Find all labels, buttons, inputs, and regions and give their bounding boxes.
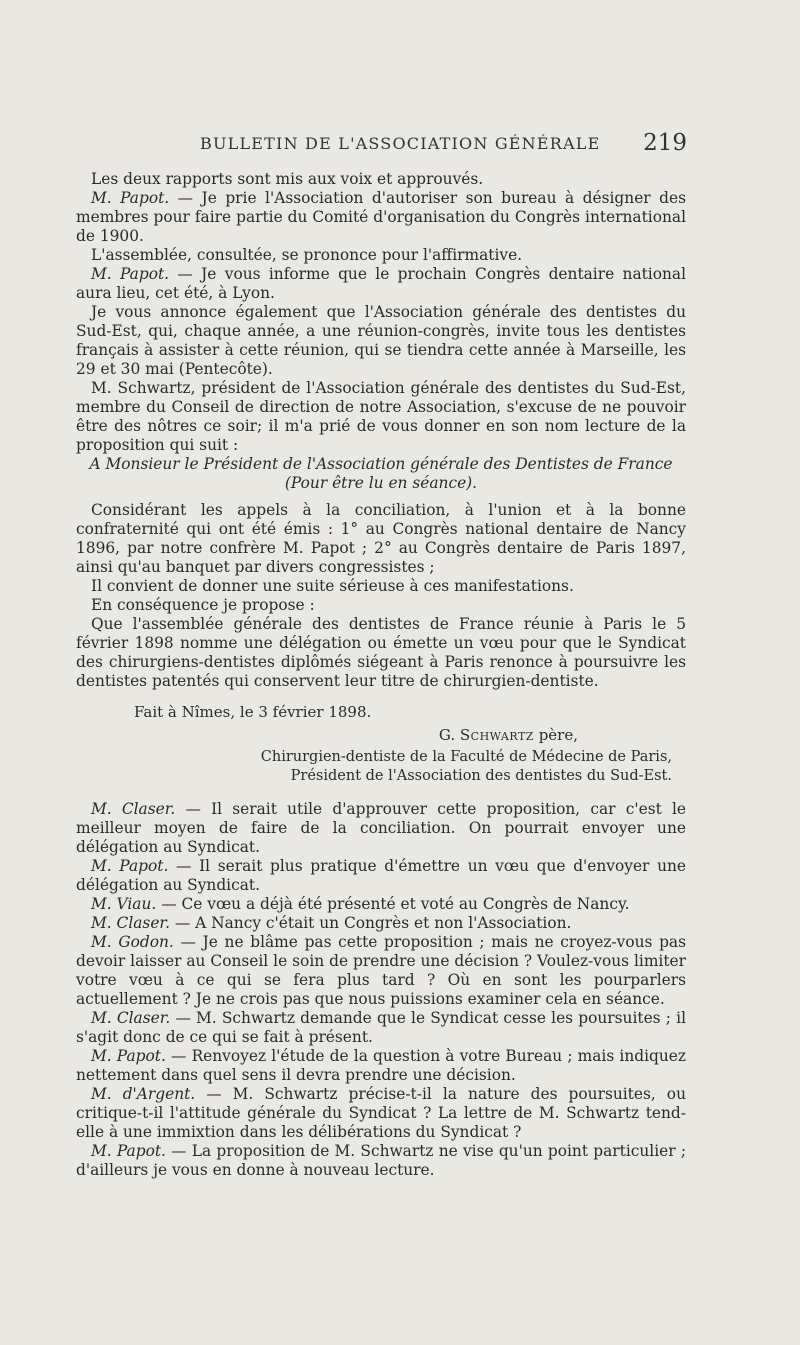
- signature-title: Président de l'Association des dentistes du Sud-Est.: [290, 768, 672, 784]
- letter-address: [76, 455, 686, 493]
- speaker-name: M. Claser.: [91, 914, 170, 932]
- signature-name: G. Schwartz père,: [438, 726, 578, 744]
- letter-body: [76, 501, 686, 691]
- letter-paragraph: En conséquence je propose :: [91, 596, 315, 614]
- discussion-paragraph: M. Claser. — Il serait utile d'approuver cette proposition, car c'est le meilleur moyen de faire de la conciliation. On pourrait envoyer une délégation au Syndicat.: [76, 800, 686, 856]
- letter-paragraph: Considérant les appels à la conciliation, à l'union et à la bonne confraternité qui ont été émis : 1° au Congrès national dentaire de Nancy 1896, par notre confrère M. Papot ; 2° au Congrès dentaire de Paris 1897, ainsi qu'au banquet par divers congressistes ;: [76, 501, 686, 576]
- speaker-name: M. Godon.: [91, 933, 174, 951]
- speaker-name: M. Papot.: [91, 1142, 166, 1160]
- paragraph: Les deux rapports sont mis aux voix et approuvés.: [91, 170, 484, 188]
- speaker-name: M. Papot.: [91, 189, 170, 207]
- discussion-paragraph: M. Papot. — La proposition de M. Schwartz ne vise qu'un point particulier ; d'ailleurs je vous en donne à nouveau lecture.: [76, 1142, 687, 1179]
- discussion-paragraph: M. Papot. — Renvoyez l'étude de la question à votre Bureau ; mais indiquez nettement dans quel sens il devra prendre une décision.: [76, 1047, 687, 1084]
- page-header: [80, 130, 687, 158]
- speaker-name: M. Claser.: [91, 800, 176, 818]
- speaker-name: M. Papot.: [91, 857, 169, 875]
- speaker-name: M. Claser.: [91, 1009, 171, 1027]
- discussion-paragraph: M. Viau. — Ce vœu a déjà été présenté et voté au Congrès de Nancy.: [91, 895, 630, 913]
- paragraph: M. Schwartz, président de l'Association générale des dentistes du Sud-Est, membre du Conseil de direction de notre Association, s'excuse de ne pouvoir être des nôtres ce soir; il m'a prié de vous donner en son nom lecture de la proposition qui suit :: [76, 379, 686, 454]
- discussion-paragraph: M. Claser. — M. Schwartz demande que le Syndicat cesse les poursuites ; il s'agit donc de ce qui se fait à présent.: [76, 1009, 686, 1046]
- discussion-paragraph: M. Godon. — Je ne blâme pas cette proposition ; mais ne croyez-vous pas devoir laisser au Conseil le soin de prendre une décision ? Voulez-vous limiter votre vœu à ce qui se fera plus tard ? Où en sont les pourparlers actuellement ? Je ne crois pas que nous puissions examiner cela en séance.: [76, 933, 687, 1008]
- paragraph: M. Papot. — Je vous informe que le prochain Congrès dentaire national aura lieu, cet été, à Lyon.: [76, 265, 687, 302]
- speaker-name: M. Viau.: [91, 895, 157, 913]
- speaker-name: M. Papot.: [91, 265, 170, 283]
- discussion-paragraph: M. d'Argent. — M. Schwartz précise-t-il la nature des poursuites, ou critique-t-il l'attitude générale du Syndicat ? La lettre de M. Schwartz tend-elle à une immixtion dans les délibérations du Syndicat ?: [76, 1085, 686, 1141]
- paragraph: L'assemblée, consultée, se prononce pour l'affirmative.: [91, 246, 523, 264]
- letter-address-note: (Pour être lu en séance).: [284, 474, 478, 492]
- letter-address-line: A Monsieur le Président de l'Association générale des Dentistes de France: [89, 455, 673, 473]
- discussion-paragraph: M. Papot. — Il serait plus pratique d'émettre un vœu que d'envoyer une délégation au Syndicat.: [76, 857, 687, 894]
- paragraph: M. Papot. — Je prie l'Association d'autoriser son bureau à désigner des membres pour faire partie du Comité d'organisation du Congrès international de 1900.: [76, 189, 687, 245]
- discussion-paragraph: M. Claser. — A Nancy c'était un Congrès et non l'Association.: [91, 914, 572, 932]
- speaker-name: M. d'Argent.: [91, 1085, 196, 1103]
- speaker-name: M. Papot.: [91, 1047, 166, 1065]
- running-head: BULLETIN DE L'ASSOCIATION GÉNÉRALE: [200, 134, 601, 153]
- letter-paragraph: Il convient de donner une suite sérieuse à ces manifestations.: [91, 577, 574, 595]
- paragraph: Je vous annonce également que l'Association générale des dentistes du Sud-Est, qui, chaque année, a une réunion-congrès, invite tous les dentistes français à assister à cette réunion, qui se tiendra cette année à Marseille, les 29 et 30 mai (Pentecôte).: [76, 303, 686, 378]
- signature-title: Chirurgien-dentiste de la Faculté de Médecine de Paris,: [260, 749, 672, 765]
- discussion: [76, 800, 686, 1180]
- page-number: 219: [643, 130, 687, 156]
- letter-signature: [76, 703, 686, 786]
- letter-date: Fait à Nîmes, le 3 février 1898.: [134, 703, 372, 721]
- letter-paragraph: Que l'assemblée générale des dentistes de France réunie à Paris le 5 février 1898 nomme une délégation ou émette un vœu pour que le Syndicat des chirurgiens-dentistes diplômés siégeant à Paris renonce à poursuivre les dentistes patentés qui conservent leur titre de chirurgien-dentiste.: [76, 615, 686, 690]
- page-body: [76, 170, 686, 1180]
